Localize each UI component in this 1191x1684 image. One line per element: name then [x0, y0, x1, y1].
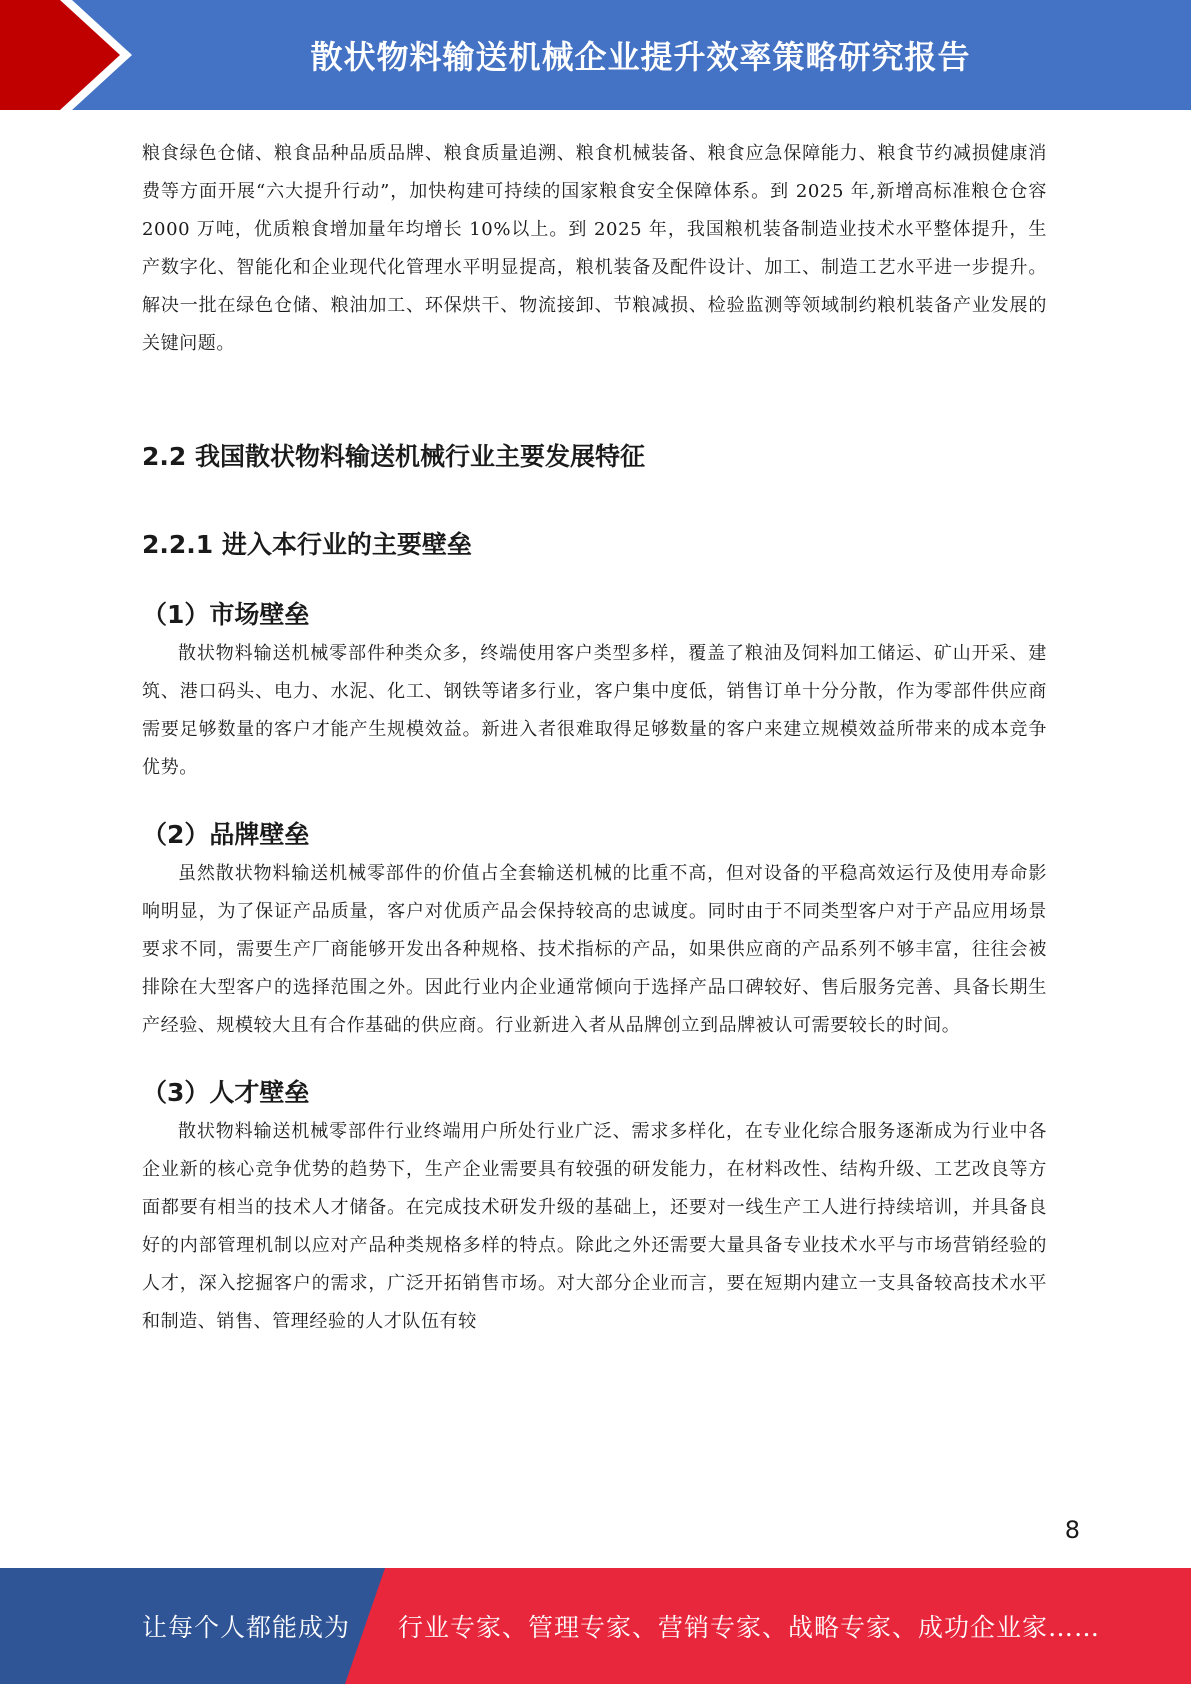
market-barrier-heading: （1）市场壁垒 [142, 600, 310, 629]
header-banner [0, 0, 1191, 110]
page-content [142, 135, 1047, 1341]
subsection-heading: 2.2.1 进入本行业的主要壁垒 [142, 530, 472, 559]
intro-paragraph: 粮食绿色仓储、粮食品种品质品牌、粮食质量追溯、粮食机械装备、粮食应急保障能力、粮食节约减损健康消费等方面开展“六大提升行动”，加快构建可持续的国家粮食安全保障体系。到 2025 年,新增高标准粮仓仓容 2000 万吨，优质粮食增加量年均增长 10%以上。到 2025 年，我国粮机装备制造业技术水平整体提升，生产数字化、智能化和企业现代化管理水平明显提高，粮机装备及配件设计、加工、制造工艺水平进一步提升。解决一批在绿色仓储、粮油加工、环保烘干、物流接卸、节粮减损、检验监测等领域制约粮机装备产业发展的关键问题。 [142, 143, 1047, 354]
talent-barrier-paragraph: 散状物料输送机械零部件行业终端用户所处行业广泛、需求多样化，在专业化综合服务逐渐成为行业中各企业新的核心竞争优势的趋势下，生产企业需要具有较强的研发能力，在材料改性、结构升级、工艺改良等方面都要有相当的技术人才储备。在完成技术研发升级的基础上，还要对一线生产工人进行持续培训，并具备良好的内部管理机制以应对产品种类规格多样的特点。除此之外还需要大量具备专业技术水平与市场营销经验的人才，深入挖掘客户的需求，广泛开拓销售市场。对大部分企业而言，要在短期内建立一支具备较高技术水平和制造、销售、管理经验的人才队伍有较 [142, 1121, 1047, 1332]
footer-banner [0, 1568, 1191, 1684]
footer-slogan-right: 行业专家、管理专家、营销专家、战略专家、成功企业家…… [398, 1613, 1101, 1642]
brand-barrier-paragraph: 虽然散状物料输送机械零部件的价值占全套输送机械的比重不高，但对设备的平稳高效运行及使用寿命影响明显，为了保证产品质量，客户对优质产品会保持较高的忠诚度。同时由于不同类型客户对于产品应用场景要求不同，需要生产厂商能够开发出各种规格、技术指标的产品，如果供应商的产品系列不够丰富，往往会被排除在大型客户的选择范围之外。因此行业内企业通常倾向于选择产品口碑较好、售后服务完善、具备长期生产经验、规模较大且有合作基础的供应商。行业新进入者从品牌创立到品牌被认可需要较长的时间。 [142, 863, 1047, 1036]
header-arrow-icon [0, 0, 150, 110]
report-title: 散状物料输送机械企业提升效率策略研究报告 [310, 38, 971, 76]
section-heading: 2.2 我国散状物料输送机械行业主要发展特征 [142, 442, 645, 471]
brand-barrier-heading: （2）品牌壁垒 [142, 820, 310, 849]
talent-barrier-heading: （3）人才壁垒 [142, 1078, 310, 1107]
market-barrier-paragraph: 散状物料输送机械零部件种类众多，终端使用客户类型多样，覆盖了粮油及饲料加工储运、矿山开采、建筑、港口码头、电力、水泥、化工、钢铁等诸多行业，客户集中度低，销售订单十分分散，作为零部件供应商需要足够数量的客户才能产生规模效益。新进入者很难取得足够数量的客户来建立规模效益所带来的成本竞争优势。 [142, 643, 1047, 778]
footer-slogan-left: 让每个人都能成为 [142, 1613, 351, 1642]
page-number: 8 [1064, 1516, 1080, 1544]
